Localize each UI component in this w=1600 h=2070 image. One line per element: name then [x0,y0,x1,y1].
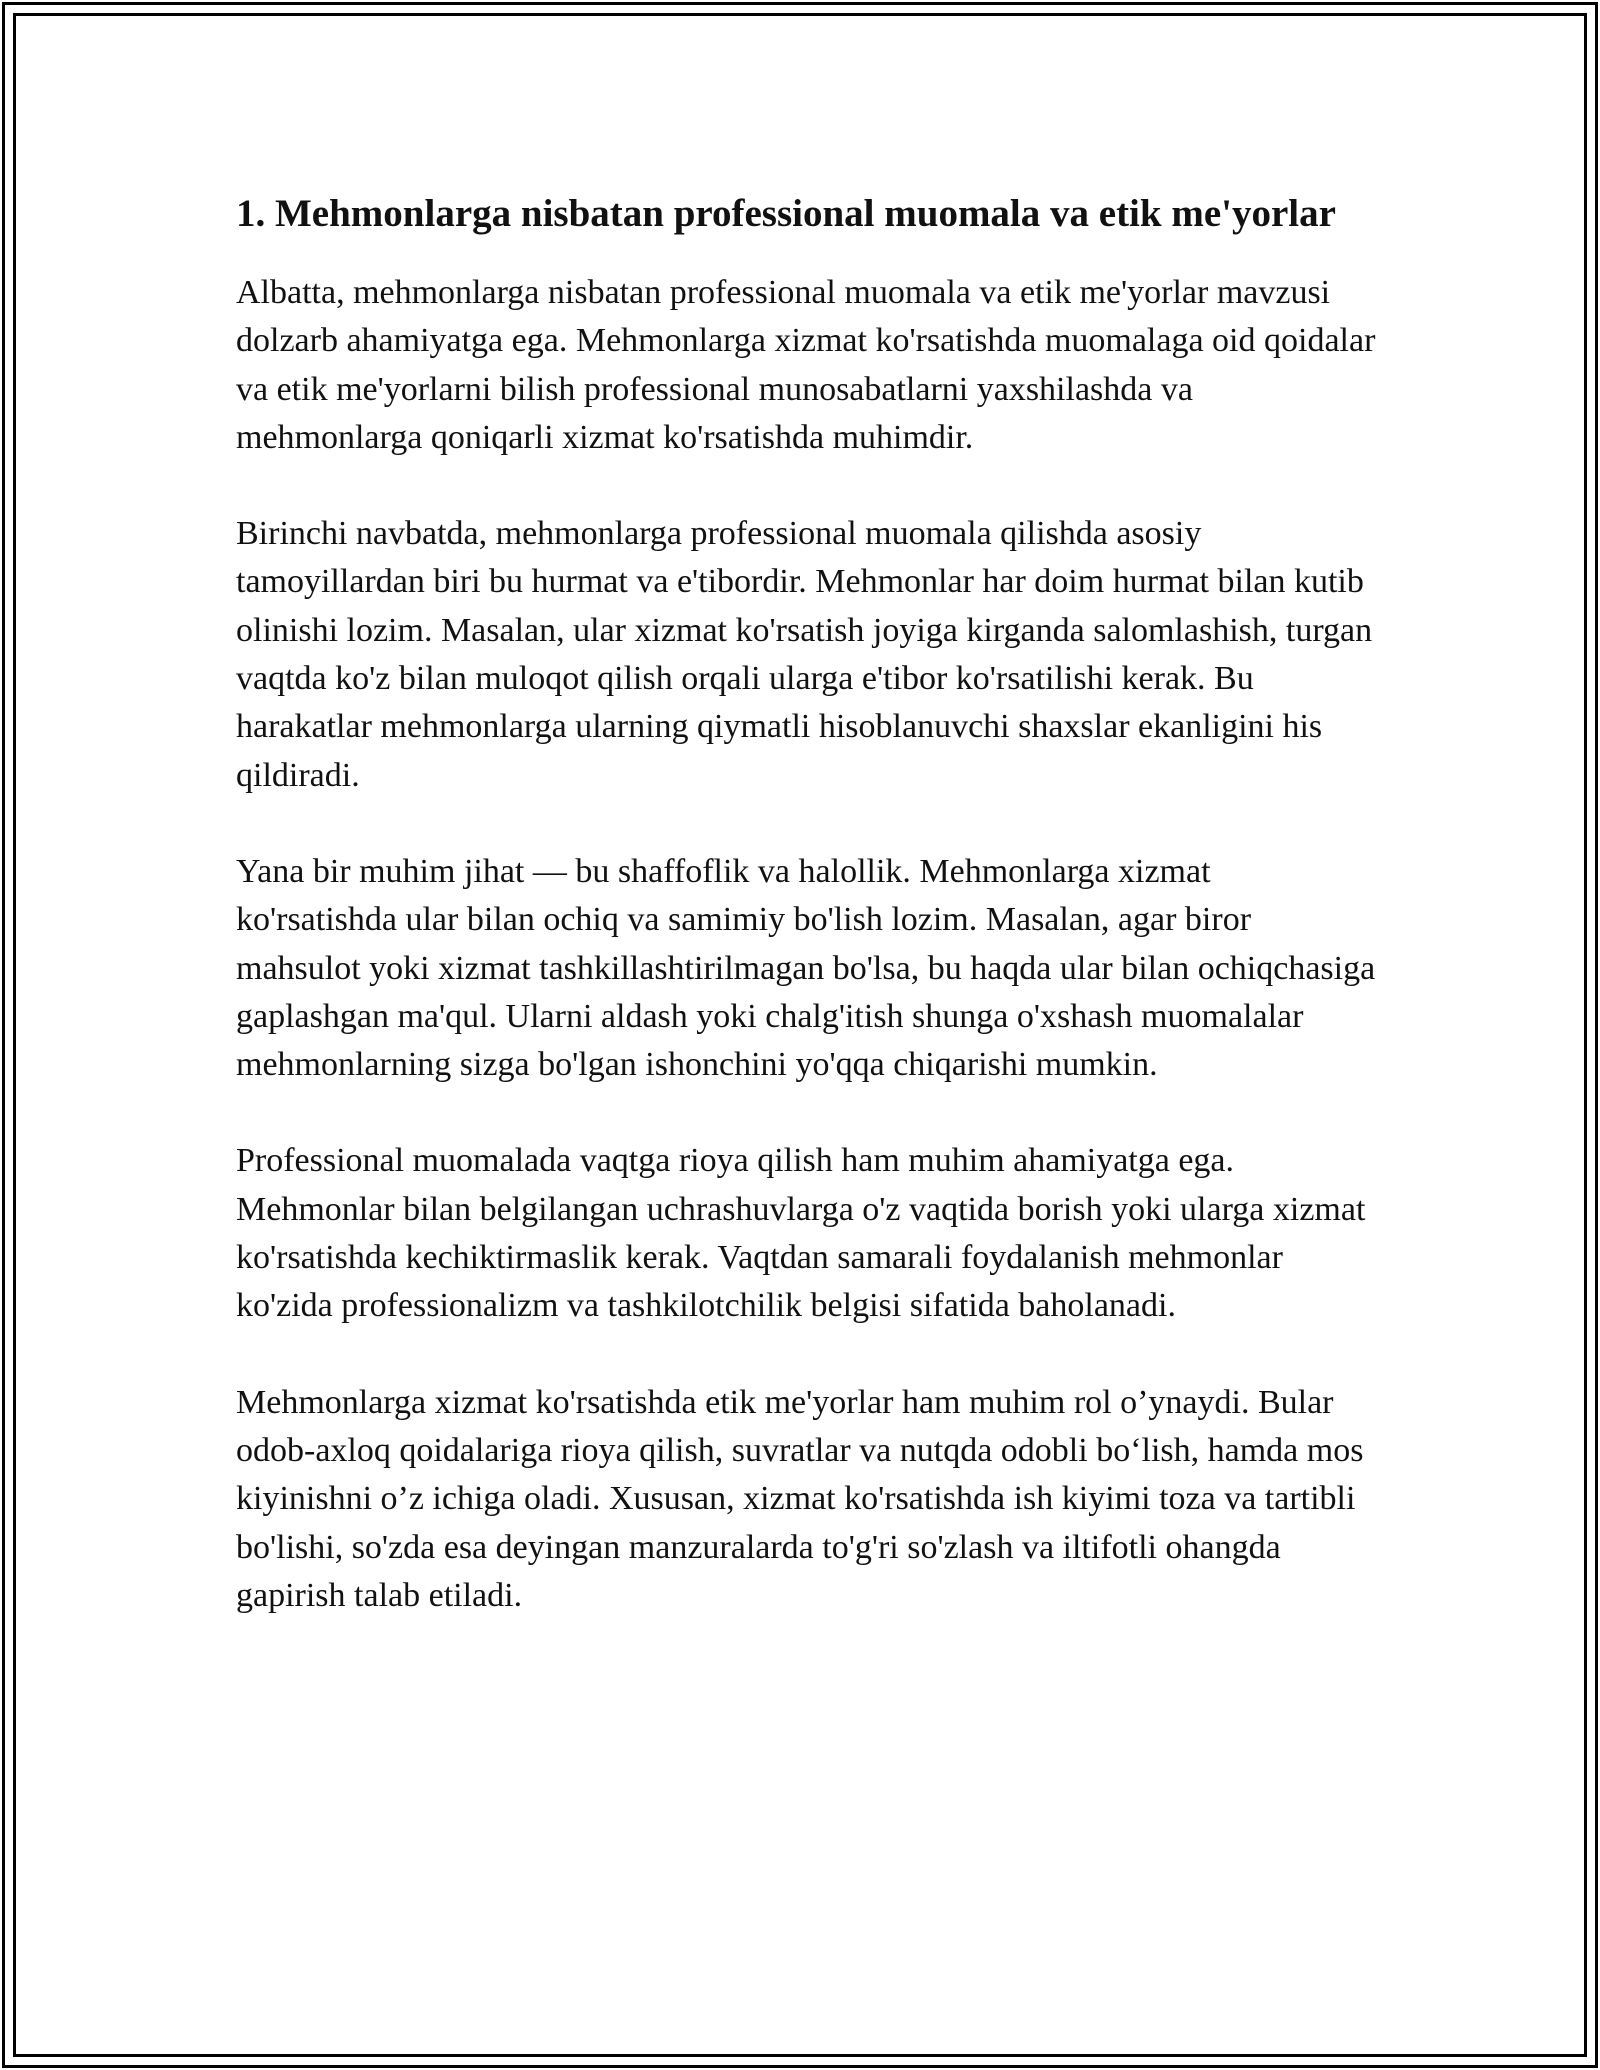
paragraph-respect-attention: Birinchi navbatda, mehmonlarga professional muomala qilishda asosiy tamoyillardan biri bu hurmat va e'tibordir. Mehmonlar har doim hurmat bilan kutib olinishi lozim. Masalan, ular xizmat ko'rsatish joyiga kirganda salomlashish, turgan vaqtda ko'z bilan muloqot qilish orqali ularga e'tibor ko'rsatilishi kerak. Bu harakatlar mehmonlarga ularning qiymatli hisoblanuvchi shaxslar ekanligini his qildiradi. [236,515,1373,794]
paragraph-ethical-norms: Mehmonlarga xizmat ko'rsatishda etik me'yorlar ham muhim rol o’ynaydi. Bular odob-axloq qoidalariga rioya qilish, suvratlar va nutqda odobli bo‘lish, hamda mos kiyinishni o’z ichiga oladi. Xususan, xizmat ko'rsatishda ish kiyimi toza va tartibli bo'lishi, so'zda esa deyingan manzuralarda to'g'ri so'zlash va iltifotli ohangda gapirish talab etiladi. [236,1383,1364,1614]
paragraph-introduction: Albatta, mehmonlarga nisbatan professional muomala va etik me'yorlar mavzusi dolzarb ahamiyatga ega. Mehmonlarga xizmat ko'rsatishda muomalaga oid qoidalar va etik me'yorlarni bilish professional munosabatlarni yaxshilashda va mehmonlarga qoniqarli xizmat ko'rsatishda muhimdir. [236,274,1376,456]
document-body [236,186,1376,1668]
section-heading: 1. Mehmonlarga nisbatan professional muomala va etik me'yorlar [236,192,1336,235]
paragraph-punctuality: Professional muomalada vaqtga rioya qilish ham muhim ahamiyatga ega. Mehmonlar bilan belgilangan uchrashuvlarga o'z vaqtida borish yoki ularga xizmat ko'rsatishda kechiktirmaslik kerak. Vaqtdan samarali foydalanish mehmonlar ko'zida professionalizm va tashkilotchilik belgisi sifatida baholanadi. [236,1142,1366,1325]
paragraph-transparency-honesty: Yana bir muhim jihat — bu shaffoflik va halollik. Mehmonlarga xizmat ko'rsatishda ular bilan ochiq va samimiy bo'lish lozim. Masalan, agar biror mahsulot yoki xizmat tashkillashtirilmagan bo'lsa, bu haqda ular bilan ochiqchasiga gaplashgan ma'qul. Ularni aldash yoki chalg'itish shunga o'xshash muomalalar mehmonlarning sizga bo'lgan ishonchini yo'qqa chiqarishi mumkin. [236,852,1376,1084]
